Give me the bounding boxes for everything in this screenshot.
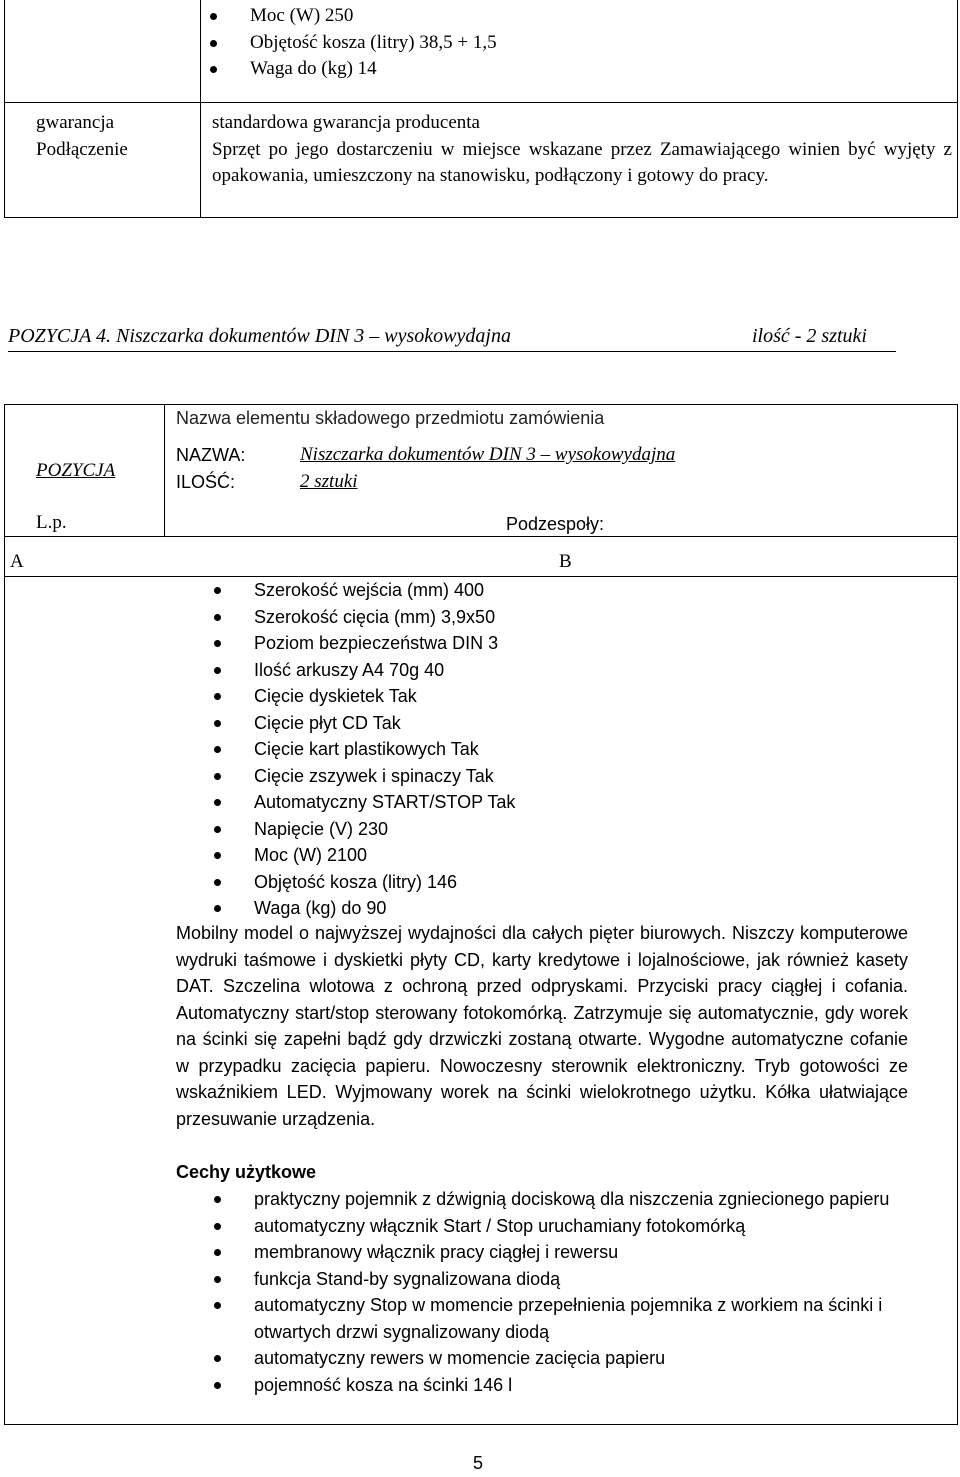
- list-item: Ilość arkuszy A4 70g 40: [208, 657, 928, 684]
- features-list: [208, 1186, 928, 1398]
- warranty-value: standardowa gwarancja producenta: [212, 112, 480, 133]
- list-item: Moc (W) 250: [204, 3, 944, 30]
- list-item: funkcja Stand-by sygnalizowana diodą: [208, 1266, 928, 1293]
- list-item: Waga (kg) do 90: [208, 895, 928, 922]
- ilosc-value: 2 sztuki: [300, 471, 358, 492]
- list-item: pojemność kosza na ścinki 146 l: [208, 1372, 928, 1399]
- list-item: Waga do (kg) 14: [204, 56, 944, 83]
- section-header: [0, 323, 960, 353]
- list-item: Szerokość cięcia (mm) 3,9x50: [208, 604, 928, 631]
- description: Mobilny model o najwyższej wydajności dla całych pięter biurowych. Niszczy komputerowe wydruki taśmowe i dyskietki płyty CD, karty kredytowe i lojalnościowe, jak również kasety DAT. Szczelina wlotowa z ochroną przed odpryskami. Przyciski pracy ciągłej i cofania. Automatyczny start/stop sterowany fotokomórką. Zatrzymuje się automatycznie, gdy worek na ścinki się zapełni bądź gdy drzwiczki zostaną otwarte. Wygodne automatyczne cofanie w przypadku zacięcia papieru. Nowoczesny sterownik elektroniczny. Tryb gotowości ze wskaźnikiem LED. Wyjmowany worek na ścinki wielokrotnego użytku. Kółka ułatwiające przesuwanie urządzenia.: [176, 923, 908, 1129]
- pozycja-label: POZYCJA: [36, 460, 116, 481]
- list-item: Cięcie płyt CD Tak: [208, 710, 928, 737]
- list-item: Cięcie zszywek i spinaczy Tak: [208, 763, 928, 790]
- lp-label: L.p.: [36, 512, 67, 533]
- item-spec-table: [4, 404, 958, 1425]
- list-item: Objętość kosza (litry) 38,5 + 1,5: [204, 30, 944, 57]
- specs-list-wrap: [208, 577, 928, 922]
- connection-label: Podłączenie: [36, 138, 128, 160]
- list-item: automatyczny włącznik Start / Stop uruchamiany fotokomórką: [208, 1213, 928, 1240]
- list-item: Szerokość wejścia (mm) 400: [208, 577, 928, 604]
- connection-value: Sprzęt po jego dostarczeniu w miejsce wskazane przez Zamawiającego winien być wyjęty z opakowania, umieszczony na stanowisku, podłączony i gotowy do pracy.: [212, 138, 952, 186]
- section-quantity: ilość - 2 sztuki: [752, 325, 867, 347]
- list-item: Automatyczny START/STOP Tak: [208, 789, 928, 816]
- warranty-labels: [36, 110, 196, 163]
- list-item: automatyczny rewers w momencie zacięcia papieru: [208, 1345, 928, 1372]
- list-item: Moc (W) 2100: [208, 842, 928, 869]
- list-item: membranowy włącznik pracy ciągłej i rewersu: [208, 1239, 928, 1266]
- features-list-wrap: [208, 1186, 928, 1398]
- header-caption: Nazwa elementu składowego przedmiotu zamówienia: [176, 408, 605, 428]
- warranty-table: [4, 0, 958, 218]
- list-item: automatyczny Stop w momencie przepełnienia pojemnika z workiem na ścinki i otwartych drzwi sygnalizowany diodą: [208, 1292, 928, 1345]
- section-underline: [8, 351, 896, 352]
- list-item: praktyczny pojemnik z dźwignią dociskową dla niszczenia zgniecionego papieru: [208, 1186, 928, 1213]
- list-item: Poziom bezpieczeństwa DIN 3: [208, 630, 928, 657]
- nazwa-value: Niszczarka dokumentów DIN 3 – wysokowydajna: [300, 444, 676, 465]
- list-item: Cięcie dyskietek Tak: [208, 683, 928, 710]
- features-title: Cechy użytkowe: [176, 1162, 317, 1182]
- list-item: Objętość kosza (litry) 146: [208, 869, 928, 896]
- warranty-values: [212, 110, 952, 190]
- podzespoly-label: Podzespoły:: [506, 514, 605, 534]
- section-title: POZYCJA 4. Niszczarka dokumentów DIN 3 – wysokowydajna: [8, 325, 511, 347]
- column-b-label: B: [559, 551, 572, 572]
- page-number: 5: [473, 1453, 484, 1473]
- list-item: Napięcie (V) 230: [208, 816, 928, 843]
- nazwa-label: NAZWA:: [176, 445, 246, 465]
- ilosc-label: ILOŚĆ:: [176, 472, 236, 492]
- warranty-label: gwarancja: [36, 112, 115, 133]
- list-item: Cięcie kart plastikowych Tak: [208, 736, 928, 763]
- specs-list: [208, 577, 928, 922]
- column-a-label: A: [10, 551, 24, 572]
